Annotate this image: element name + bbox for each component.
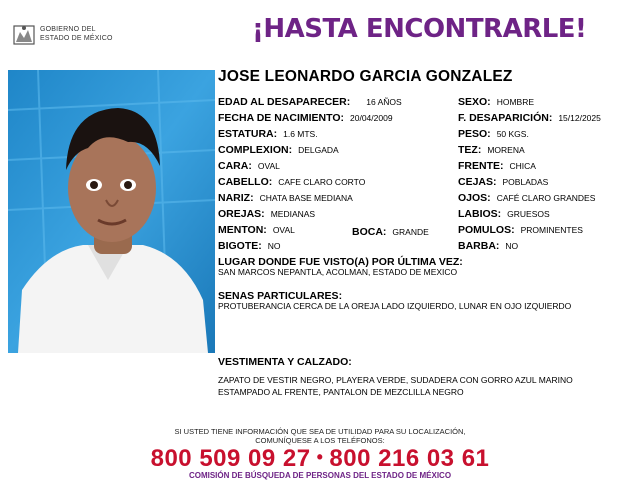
field-label: PESO: [458, 128, 491, 140]
logo-line-1: GOBIERNO DEL [40, 26, 96, 33]
field-label: BIGOTE: [218, 240, 262, 252]
field-sexo [458, 96, 534, 109]
field-complexion [218, 144, 339, 157]
field-labios [458, 208, 550, 221]
last-seen-title: LUGAR DONDE FUE VISTO(A) POR ÚLTIMA VEZ: [218, 256, 463, 268]
field-value: OVAL [257, 161, 280, 171]
phone-1[interactable]: 800 509 09 27 [150, 445, 311, 472]
field-value: DELGADA [298, 145, 339, 155]
field-menton [218, 224, 295, 237]
field-value: 16 AÑOS [366, 97, 402, 107]
field-value: CHICA [509, 161, 536, 171]
coat-of-arms-icon [12, 22, 36, 46]
field-barba [458, 240, 518, 253]
field-value: 15/12/2025 [558, 113, 601, 123]
field-nariz [218, 192, 353, 205]
field-boca [352, 226, 429, 239]
field-label: BARBA: [458, 240, 500, 252]
field-tez [458, 144, 525, 157]
field-edad [218, 96, 402, 109]
field-label: CABELLO: [218, 176, 273, 188]
field-peso [458, 128, 529, 141]
field-value: NO [505, 241, 519, 251]
field-cara [218, 160, 280, 173]
field-label: MENTON: [218, 224, 267, 236]
phone-separator: • [316, 447, 324, 467]
field-frente [458, 160, 536, 173]
field-label: F. DESAPARICIÓN: [458, 112, 553, 124]
field-label: SEXO: [458, 96, 491, 108]
field-value: MEDIANAS [270, 209, 316, 219]
clothing-title: VESTIMENTA Y CALZADO: [218, 356, 352, 368]
field-label: BOCA: [352, 226, 387, 238]
field-label: LABIOS: [458, 208, 502, 220]
marks-text: PROTUBERANCIA CERCA DE LA OREJA LADO IZQUIERDO, LUNAR EN OJO IZQUIERDO [218, 301, 572, 311]
field-label: NARIZ: [218, 192, 254, 204]
field-label: CEJAS: [458, 176, 497, 188]
logo-text [40, 25, 113, 43]
field-value: OVAL [272, 225, 295, 235]
field-value: 1.6 MTS. [283, 129, 318, 139]
contact-info-line-1: SI USTED TIENE INFORMACIÓN QUE SEA DE UTILIDAD PARA SU LOCALIZACIÓN, [174, 427, 466, 436]
field-value: POBLADAS [502, 177, 549, 187]
field-ojos [458, 192, 595, 205]
field-fecha-desaparicion [458, 112, 601, 125]
person-name: JOSE LEONARDO GARCIA GONZALEZ [218, 68, 513, 85]
field-value: CAFÉ CLARO GRANDES [496, 193, 596, 203]
commission-footer: COMISIÓN DE BÚSQUEDA DE PERSONAS DEL ESTADO DE MÉXICO [188, 471, 452, 480]
field-label: CARA: [218, 160, 252, 172]
field-estatura [218, 128, 318, 141]
contact-info-line-2: COMUNÍQUESE A LOS TELÉFONOS: [255, 436, 385, 445]
field-value: NO [267, 241, 281, 251]
phone-numbers [0, 445, 640, 473]
field-value: GRANDE [392, 227, 429, 237]
field-fecha-nacimiento [218, 112, 393, 125]
field-cabello [218, 176, 365, 189]
field-value: HOMBRE [496, 97, 534, 107]
field-pomulos [458, 224, 583, 237]
field-label: OREJAS: [218, 208, 265, 220]
field-label: TEZ: [458, 144, 482, 156]
field-value: CAFE CLARO CORTO [278, 177, 366, 187]
clothing-line-2: ESTAMPADO AL FRENTE, PANTALON DE MEZCLILLA NEGRO [218, 387, 464, 397]
field-value: PROMINENTES [520, 225, 583, 235]
field-label: FRENTE: [458, 160, 504, 172]
field-orejas [218, 208, 315, 221]
field-value: GRUESOS [507, 209, 550, 219]
field-value: CHATA BASE MEDIANA [259, 193, 353, 203]
field-label: POMULOS: [458, 224, 515, 236]
field-value: MORENA [487, 145, 525, 155]
phone-2[interactable]: 800 216 03 61 [329, 445, 490, 472]
last-seen-text: SAN MARCOS NEPANTLA, ACOLMAN, ESTADO DE MEXICO [218, 267, 458, 277]
headline: ¡HASTA ENCONTRARLE! [252, 14, 587, 44]
field-bigote [218, 240, 281, 253]
field-label: OJOS: [458, 192, 491, 204]
field-label: FECHA DE NACIMIENTO: [218, 112, 344, 124]
field-label: COMPLEXION: [218, 144, 293, 156]
field-value: 20/04/2009 [350, 113, 393, 123]
field-cejas [458, 176, 548, 189]
field-label: EDAD AL DESAPARECER: [218, 96, 351, 108]
field-value: 50 KGS. [496, 129, 529, 139]
state-logo [12, 22, 122, 48]
missing-person-photo [8, 70, 215, 353]
marks-title: SENAS PARTICULARES: [218, 290, 343, 302]
field-label: ESTATURA: [218, 128, 278, 140]
clothing-line-1: ZAPATO DE VESTIR NEGRO, PLAYERA VERDE, SUDADERA CON GORRO AZUL MARINO [218, 375, 573, 385]
logo-line-2: ESTADO DE MÉXICO [40, 35, 113, 42]
